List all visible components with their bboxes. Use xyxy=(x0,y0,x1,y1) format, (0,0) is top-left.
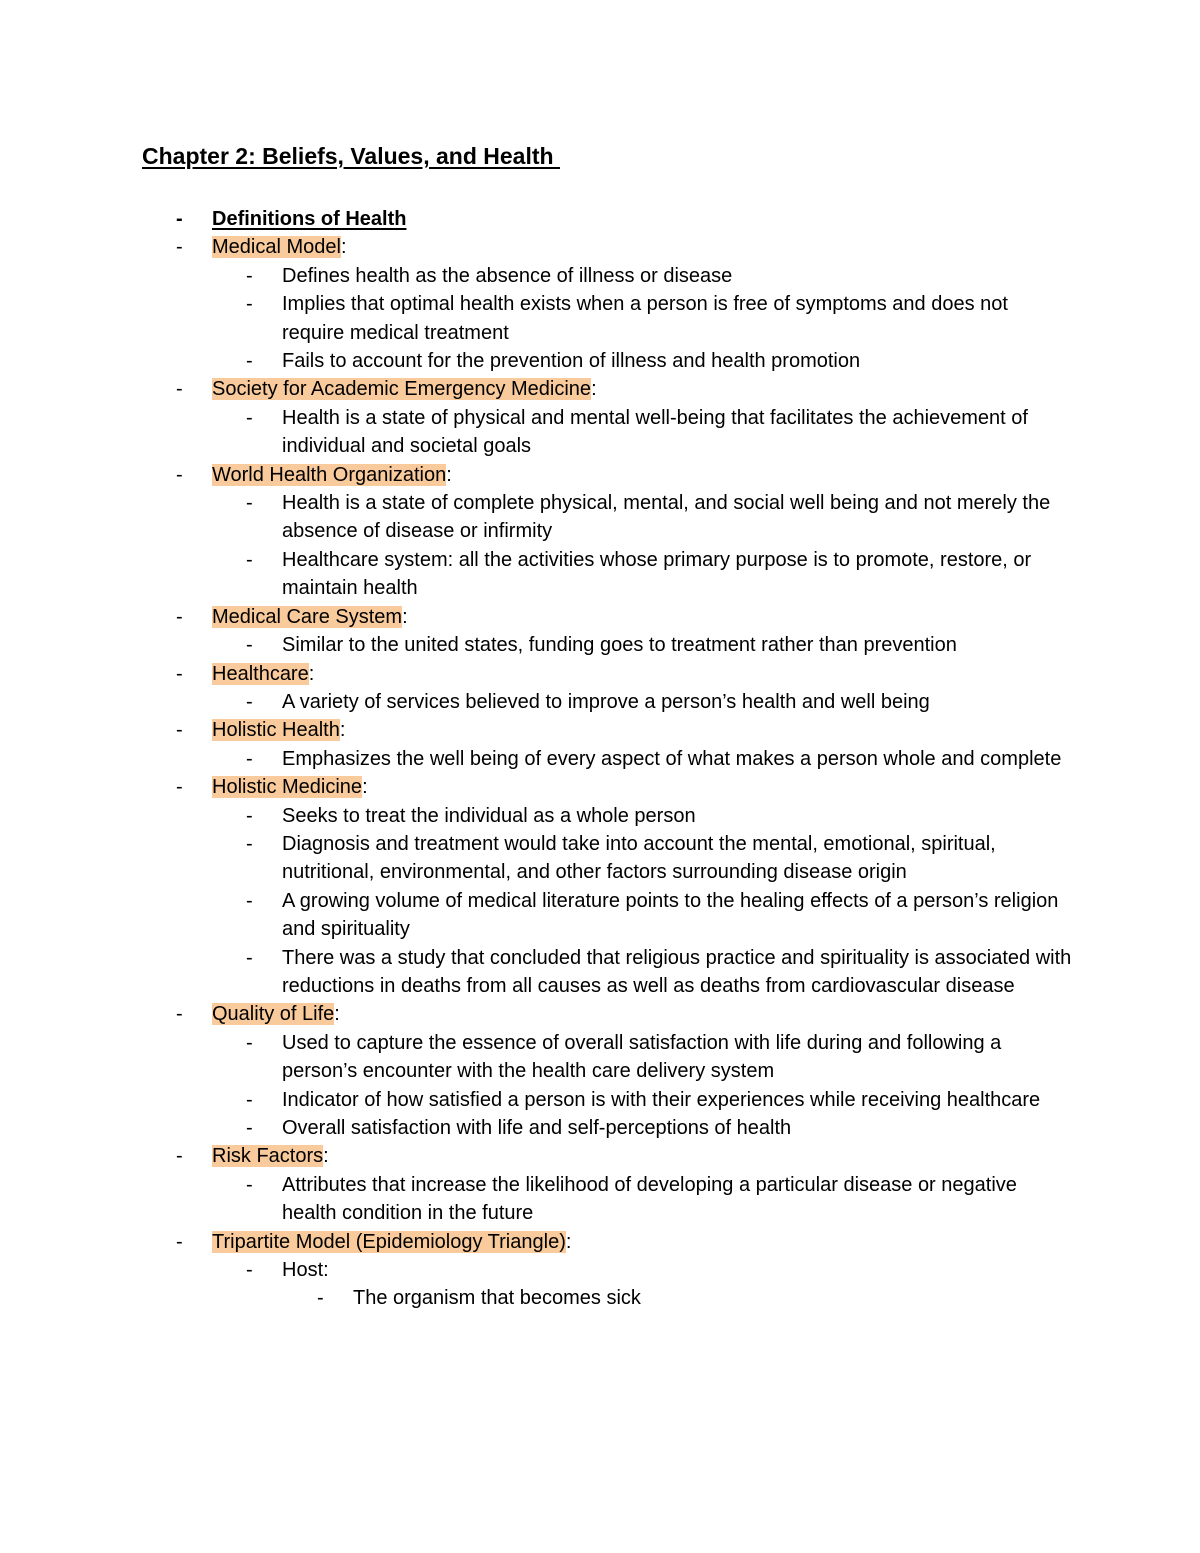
term-colon: : xyxy=(308,662,315,685)
bullet-dash: - xyxy=(246,1259,253,1282)
definition-text: Diagnosis and treatment would take into account the mental, emotional, spiritual, nutritional, environmental, and other factors surrounding disease origin xyxy=(282,832,996,884)
highlighted-term: Risk Factors xyxy=(212,1145,324,1168)
highlighted-term: Society for Academic Emergency Medicine xyxy=(212,378,592,401)
definition-point xyxy=(0,1086,1072,1114)
definition-point xyxy=(0,262,1072,290)
definition-text: Healthcare system: all the activities whose primary purpose is to promote, restore, or maintain health xyxy=(282,548,1032,600)
bullet-dash: - xyxy=(176,662,183,685)
definition-point xyxy=(0,745,1072,773)
term-item xyxy=(0,233,1072,261)
bullet-dash: - xyxy=(246,690,253,713)
term-item xyxy=(0,773,1072,801)
definition-text: Host: xyxy=(282,1259,329,1282)
bullet-dash: - xyxy=(176,1145,183,1168)
term-colon: : xyxy=(591,378,597,401)
definition-point xyxy=(0,688,1072,716)
bullet-dash: - xyxy=(176,236,183,259)
bullet-dash: - xyxy=(246,1031,253,1054)
bullet-dash: - xyxy=(246,264,253,287)
term-colon: : xyxy=(565,1230,572,1253)
notes-outline xyxy=(0,205,1200,1313)
term-colon: : xyxy=(334,1003,340,1026)
definition-point xyxy=(0,1256,1072,1284)
bullet-dash: - xyxy=(246,889,253,912)
bullet-dash: - xyxy=(176,605,183,628)
bullet-dash: - xyxy=(176,378,183,401)
section-heading xyxy=(0,205,1072,233)
bullet-dash: - xyxy=(246,548,253,571)
definition-point xyxy=(0,1171,1072,1228)
highlighted-term: Tripartite Model (Epidemiology Triangle) xyxy=(212,1230,566,1253)
term-item xyxy=(0,1228,1072,1256)
highlighted-term: Holistic Health xyxy=(212,719,340,742)
bullet-dash: - xyxy=(246,832,253,855)
definition-text: Overall satisfaction with life and self-perceptions of health xyxy=(282,1117,792,1139)
highlighted-term: Holistic Medicine xyxy=(212,776,363,799)
definition-point xyxy=(0,1029,1072,1086)
page-title: Chapter 2: Beliefs, Values, and Health xyxy=(142,143,560,169)
bullet-dash: - xyxy=(246,350,253,373)
term-colon: : xyxy=(339,719,346,742)
definition-point xyxy=(0,631,1072,659)
bullet-dash: - xyxy=(176,1230,183,1253)
definition-text: Similar to the united states, funding goes to treatment rather than prevention xyxy=(282,634,957,657)
definition-text: Emphasizes the well being of every aspect of what makes a person whole and complete xyxy=(282,747,1062,770)
definition-text: Defines health as the absence of illness or disease xyxy=(282,264,733,287)
term-colon: : xyxy=(340,236,347,259)
sub-definition-text: The organism that becomes sick xyxy=(353,1287,641,1310)
definition-point xyxy=(0,802,1072,830)
bullet-dash: - xyxy=(246,1088,253,1111)
definition-text: Implies that optimal health exists when a person is free of symptoms and does not require medical treatment xyxy=(282,293,1008,344)
bullet-dash: - xyxy=(246,293,253,316)
term-item xyxy=(0,660,1072,688)
term-item xyxy=(0,375,1072,403)
bullet-dash: - xyxy=(176,776,183,799)
bullet-dash: - xyxy=(317,1287,324,1310)
bullet-dash: - xyxy=(176,463,183,486)
term-colon: : xyxy=(402,605,408,628)
definition-point xyxy=(0,830,1072,887)
definition-text: Health is a state of physical and mental well-being that facilitates the achievement of individual and societal goals xyxy=(282,406,1028,458)
definition-text: Fails to account for the prevention of illness and health promotion xyxy=(282,350,861,373)
bullet-dash: - xyxy=(246,804,253,827)
definition-point xyxy=(0,489,1072,546)
definition-point xyxy=(0,1114,1072,1142)
bullet-dash: - xyxy=(176,1003,183,1026)
definition-point xyxy=(0,404,1072,461)
definition-text: Indicator of how satisfied a person is with their experiences while receiving healthcare xyxy=(282,1088,1041,1111)
highlighted-term: Healthcare xyxy=(212,662,309,685)
term-item xyxy=(0,1000,1072,1028)
definition-point xyxy=(0,290,1072,347)
bullet-dash: - xyxy=(246,492,253,515)
bullet-dash: - xyxy=(246,946,253,969)
term-item xyxy=(0,603,1072,631)
highlighted-term: World Health Organization xyxy=(212,463,447,486)
term-item xyxy=(0,1142,1072,1170)
sub-definition-point xyxy=(0,1284,1072,1312)
section-heading-label: Definitions of Health xyxy=(212,208,407,230)
definition-point xyxy=(0,944,1072,1001)
definition-text: There was a study that concluded that religious practice and spirituality is associated with reductions in deaths from all causes as well as deaths from cardiovascular disease xyxy=(282,946,1072,997)
bullet-dash: - xyxy=(246,1117,253,1139)
term-item xyxy=(0,716,1072,744)
bullet-dash: - xyxy=(246,1173,253,1196)
bullet-dash: - xyxy=(246,406,253,429)
term-colon: : xyxy=(362,776,368,799)
definition-text: Seeks to treat the individual as a whole person xyxy=(282,804,696,827)
definition-text: Attributes that increase the likelihood of developing a particular disease or negative health condition in the future xyxy=(282,1173,1017,1225)
term-item xyxy=(0,461,1072,489)
term-colon: : xyxy=(323,1145,329,1168)
definition-text: A growing volume of medical literature points to the healing effects of a person’s religion and spirituality xyxy=(282,889,1059,941)
definition-point xyxy=(0,546,1072,603)
definition-text: Health is a state of complete physical, mental, and social well being and not merely the absence of disease or infirmity xyxy=(282,492,1051,543)
highlighted-term: Medical Care System xyxy=(212,605,403,628)
bullet-dash: - xyxy=(176,208,183,230)
bullet-dash: - xyxy=(176,719,183,742)
bullet-dash: - xyxy=(246,747,253,770)
term-colon: : xyxy=(446,463,452,486)
bullet-dash: - xyxy=(246,634,253,657)
highlighted-term: Quality of Life xyxy=(212,1003,335,1026)
highlighted-term: Medical Model xyxy=(212,236,341,259)
definition-text: Used to capture the essence of overall satisfaction with life during and following a person’s encounter with the health care delivery system xyxy=(282,1031,1002,1083)
definition-point xyxy=(0,347,1072,375)
definition-point xyxy=(0,887,1072,944)
definition-text: A variety of services believed to improve a person’s health and well being xyxy=(282,690,930,713)
